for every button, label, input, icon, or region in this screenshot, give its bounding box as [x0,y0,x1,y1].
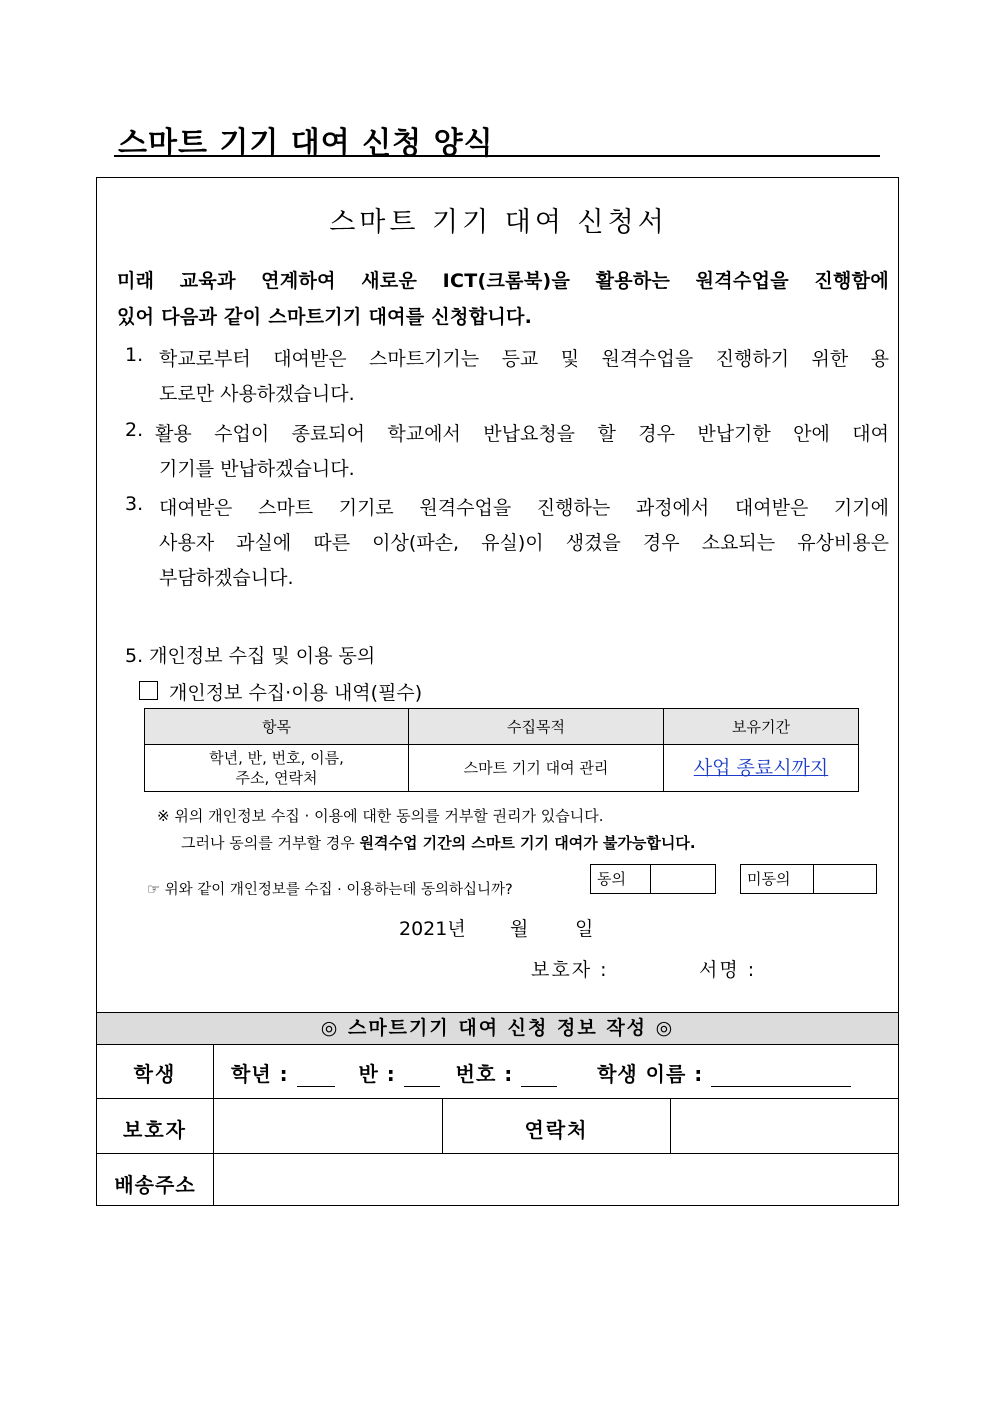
date-day: 일 [575,918,594,940]
note-line-2-bold: 원격수업 기간의 스마트 기기 대여가 불가능합니다. [359,834,696,852]
grid-divider [213,1044,214,1206]
privacy-title: 5. 개인정보 수집 및 이용 동의 [125,645,376,667]
student-name-label: 학생 이름 : [597,1062,704,1086]
table-header-purpose: 수집목적 [409,709,664,745]
intro-line-1: 미래 교육과 연계하여 새로운 ICT(크롬북)을 활용하는 원격수업을 진행함에 [117,270,889,292]
signature-label: 서명 : [699,959,757,981]
page-title: 스마트 기기 대여 신청 양식 [118,126,494,161]
guardian-row-label: 보호자 [123,1118,187,1142]
agree-check-area[interactable] [651,865,715,893]
disagree-label: 미동의 [741,865,814,893]
items-line-1: 학년, 반, 번호, 이름, [209,749,344,767]
item-1-number: 1. [125,344,144,366]
items-line-2: 주소, 연락처 [235,769,318,787]
grade-label: 학년 : [231,1062,289,1086]
table-header-period: 보유기간 [664,709,859,745]
form-heading: 스마트 기기 대여 신청서 [329,207,668,238]
guardian-name-input[interactable] [215,1100,441,1152]
disagree-box[interactable] [740,864,877,894]
item-3-line-2: 사용자 과실에 따른 이상(파손, 유실)이 생겼을 경우 소요되는 유상비용은 [159,532,889,554]
note-line-2 [181,832,696,853]
item-3-line-3: 부담하겠습니다. [159,567,294,589]
number-input[interactable] [521,1066,557,1087]
note-line-1: ※ 위의 개인정보 수집 · 이용에 대한 동의를 거부할 권리가 있습니다. [157,807,604,825]
item-1-line-2: 도로만 사용하겠습니다. [159,383,355,405]
guardian-sign-label: 보호자 : [531,959,609,981]
grid-divider [97,1098,898,1099]
contact-input[interactable] [672,1100,896,1152]
item-1-line-1: 학교로부터 대여받은 스마트기기는 등교 및 원격수업을 진행하기 위한 용 [159,348,889,370]
number-label: 번호 : [455,1062,514,1086]
date-month: 월 [510,918,529,940]
item-3-line-1: 대여받은 스마트 기기로 원격수업을 진행하는 과정에서 대여받은 기기에 [159,497,889,519]
disagree-check-area[interactable] [814,865,876,893]
table-header-items: 항목 [145,709,409,745]
item-2-number: 2. [125,419,144,441]
agree-label: 동의 [591,865,651,893]
table-row [145,745,859,792]
address-input[interactable] [215,1155,896,1205]
period-link[interactable]: 사업 종료시까지 [693,756,829,779]
item-3-number: 3. [125,493,144,515]
consent-question: ☞ 위와 같이 개인정보를 수집 · 이용하는데 동의하십니까? [147,882,513,898]
table-cell-purpose: 스마트 기기 대여 관리 [409,745,664,792]
table-cell-items [145,745,409,792]
title-underline [114,155,880,157]
grade-input[interactable] [297,1066,335,1087]
privacy-checkbox[interactable] [139,681,158,700]
privacy-checkbox-label: 개인정보 수집·이용 내역(필수) [169,682,423,704]
address-label: 배송주소 [114,1173,196,1197]
student-label: 학생 [133,1062,177,1086]
intro-line-2: 있어 다음과 같이 스마트기기 대여를 신청합니다. [117,306,533,328]
date-year: 2021년 [399,918,466,940]
info-section-header: ◎ 스마트기기 대여 신청 정보 작성 ◎ [97,1012,898,1045]
agree-box[interactable] [590,864,716,894]
item-2-line-2: 기기를 반납하겠습니다. [159,458,355,480]
class-label: 반 : [358,1062,396,1086]
note-line-2-normal: 그러나 동의를 거부할 경우 [181,834,360,852]
grid-divider [670,1098,671,1153]
grid-divider [97,1153,898,1154]
item-2-line-1: 활용 수업이 종료되어 학교에서 반납요청을 할 경우 반납기한 안에 대여 [155,423,889,445]
student-name-input[interactable] [711,1066,851,1087]
contact-label: 연락처 [524,1118,589,1142]
student-fields [231,1058,851,1087]
application-form [96,177,899,1206]
privacy-consent-table [144,708,859,792]
table-cell-period [664,745,859,792]
class-input[interactable] [404,1066,440,1087]
